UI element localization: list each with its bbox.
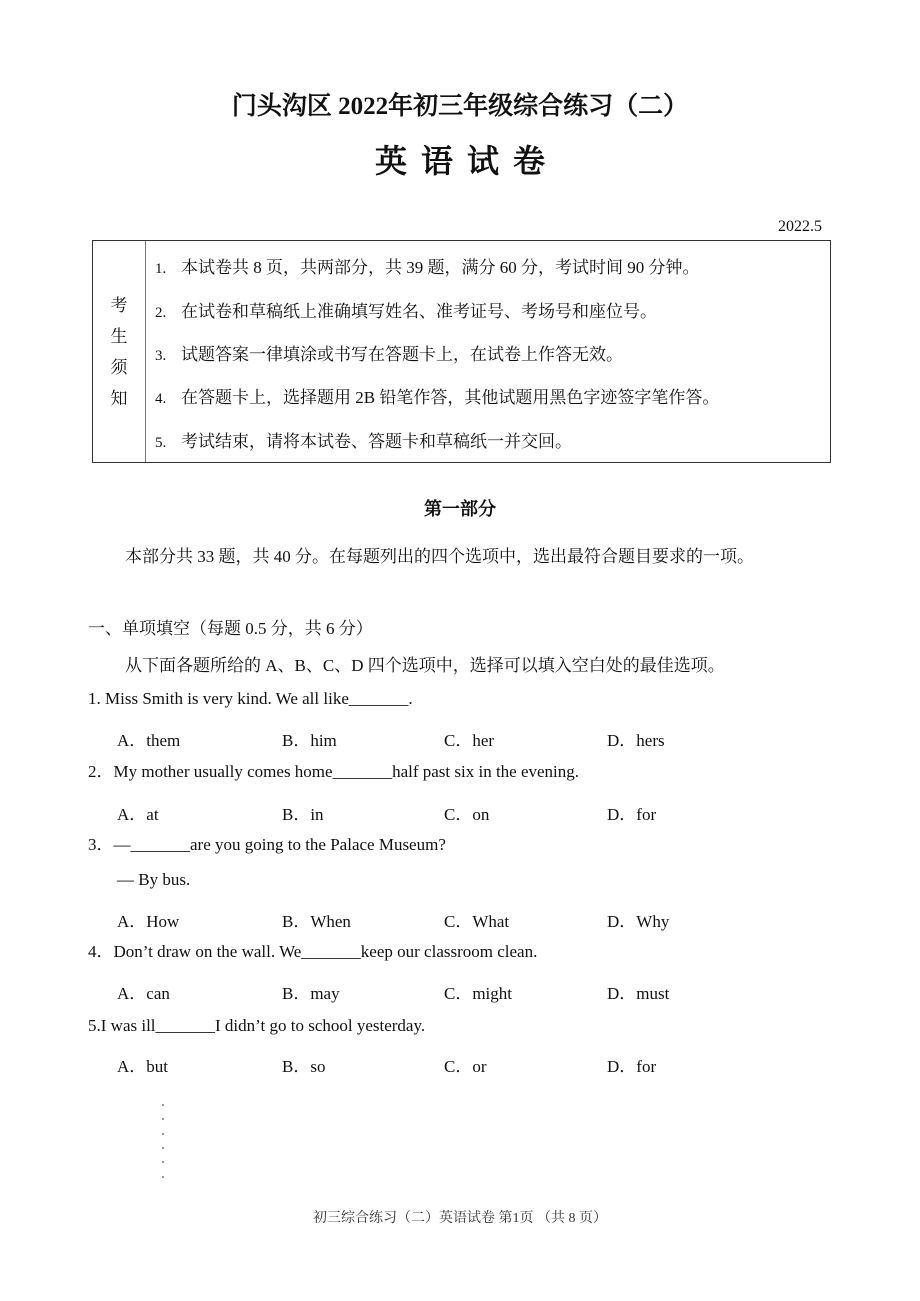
question-stem: 1. Miss Smith is very kind. We all like_______. [88, 689, 413, 708]
candidate-notice-box [92, 240, 831, 463]
answer-option: C．or [444, 1057, 487, 1076]
answer-option: D．for [607, 1057, 657, 1076]
item-number: 5. [155, 435, 167, 451]
answer-option: A．them [117, 731, 181, 750]
section-title: 一、单项填空（每题 0.5 分，共 6 分） [88, 619, 373, 638]
answer-option: C．on [444, 805, 490, 824]
notice-item [155, 340, 623, 365]
exam-date: 2022.5 [778, 218, 822, 235]
answer-option: D．Why [607, 912, 670, 931]
dot-mark [162, 1104, 164, 1106]
notice-item [155, 297, 657, 322]
item-text: 在答题卡上，选择题用 2B 铅笔作答，其他试题用黑色字迹签字笔作答。 [181, 388, 720, 407]
question-dialogue-line: — By bus. [117, 870, 191, 889]
dot-mark [162, 1176, 164, 1178]
answer-option: D．hers [607, 731, 665, 750]
answer-option: A．How [117, 912, 180, 931]
part-title: 第一部分 [424, 499, 496, 519]
answer-option: B．may [282, 984, 340, 1003]
item-number: 2. [155, 305, 167, 321]
question-stem: 3．—_______are you going to the Palace Museum? [88, 835, 446, 854]
answer-option: C．might [444, 984, 513, 1003]
answer-option: B．so [282, 1057, 326, 1076]
notice-label [93, 241, 146, 462]
dot-mark [162, 1147, 164, 1149]
item-text: 试题答案一律填涂或书写在答题卡上，在试卷上作答无效。 [181, 345, 623, 364]
answer-option: B．him [282, 731, 337, 750]
notice-label-char: 考 [110, 295, 128, 315]
notice-label-char: 知 [110, 388, 128, 408]
question-stem: 4．Don’t draw on the wall. We_______keep our classroom clean. [88, 942, 538, 961]
section-instruction: 从下面各题所给的 A、B、C、D 四个选项中，选择可以填入空白处的最佳选项。 [125, 656, 725, 675]
answer-option: A．can [117, 984, 170, 1003]
page-footer: 初三综合练习（二）英语试卷 第1页 （共 8 页） [313, 1211, 607, 1226]
answer-option: A．but [117, 1057, 168, 1076]
notice-item [155, 427, 572, 452]
answer-option: C．What [444, 912, 510, 931]
notice-item [155, 383, 719, 408]
question-stem: 5.I was ill_______I didn’t go to school yesterday. [88, 1016, 426, 1035]
notice-label-char: 须 [110, 357, 128, 377]
answer-option: A．at [117, 805, 159, 824]
item-number: 4. [155, 391, 167, 407]
item-text: 在试卷和草稿纸上准确填写姓名、准考证号、考场号和座位号。 [181, 302, 657, 321]
notice-item [155, 253, 700, 278]
item-number: 1. [155, 261, 167, 277]
notice-label-char: 生 [110, 326, 128, 346]
item-text: 本试卷共 8 页，共两部分，共 39 题，满分 60 分，考试时间 90 分钟。 [181, 258, 700, 277]
answer-option: D．must [607, 984, 670, 1003]
answer-option: C．her [444, 731, 495, 750]
answer-option: D．for [607, 805, 657, 824]
exam-title: 门头沟区 2022年初三年级综合练习（二） [231, 93, 689, 120]
item-text: 考试结束，请将本试卷、答题卡和草稿纸一并交回。 [181, 432, 572, 451]
question-stem: 2．My mother usually comes home_______half past six in the evening. [88, 762, 580, 781]
dot-mark [162, 1161, 164, 1163]
answer-option: B．When [282, 912, 351, 931]
dot-mark [162, 1133, 164, 1135]
exam-subtitle: 英语试卷 [374, 143, 559, 179]
item-number: 3. [155, 348, 167, 364]
dot-mark [162, 1118, 164, 1120]
part-intro: 本部分共 33 题，共 40 分。在每题列出的四个选项中，选出最符合题目要求的一项。 [125, 547, 754, 566]
answer-option: B．in [282, 805, 324, 824]
